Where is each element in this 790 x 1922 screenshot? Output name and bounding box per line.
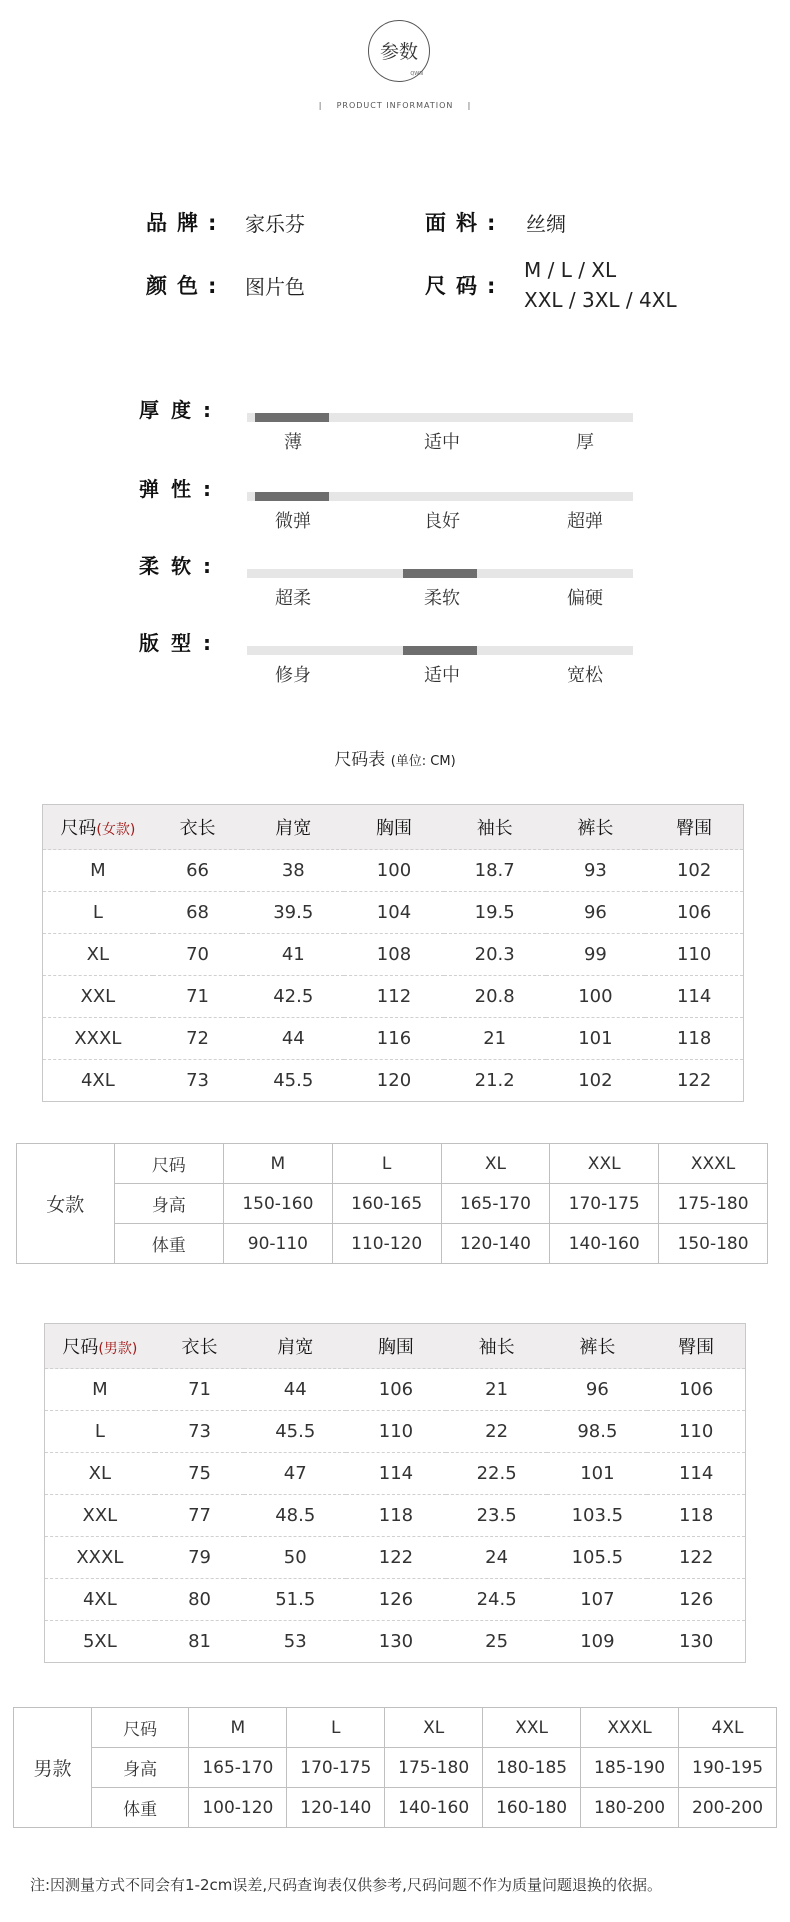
table-cell: 122 (346, 1537, 446, 1579)
table-cell: 24 (446, 1537, 548, 1579)
table-cell: M (43, 850, 153, 892)
table-row (45, 1411, 746, 1453)
attr-label: 弹性: (139, 477, 223, 501)
attr-option: 适中 (424, 665, 460, 686)
table-cell: 110-120 (332, 1224, 441, 1264)
table-cell: 150-180 (659, 1224, 768, 1264)
attr-option: 厚 (576, 432, 594, 453)
table-cell: 122 (645, 1060, 743, 1102)
table-row (45, 1495, 746, 1537)
table-cell: XXXL (45, 1537, 155, 1579)
table-cell: 4XL (679, 1708, 777, 1748)
table-cell: 114 (645, 976, 743, 1018)
header-badge (368, 20, 430, 82)
table-cell: 109 (547, 1621, 647, 1663)
table-cell: 47 (244, 1453, 346, 1495)
table-cell: 75 (155, 1453, 245, 1495)
row-header: 体重 (114, 1224, 223, 1264)
column-header: 胸围 (346, 1324, 446, 1369)
attr-bar-marker (403, 569, 477, 578)
table-cell: 118 (647, 1495, 745, 1537)
table-cell: 126 (346, 1579, 446, 1621)
column-header: 臀围 (647, 1324, 745, 1369)
header-size-label: 尺码 (62, 1337, 99, 1358)
header-gender-tag: (男款) (98, 1341, 138, 1357)
table-cell: L (287, 1708, 385, 1748)
table-cell: 25 (446, 1621, 548, 1663)
column-header: 裤长 (547, 1324, 647, 1369)
table-cell: 79 (155, 1537, 245, 1579)
size-table-caption: 尺码表 (单位: CM) (334, 750, 456, 770)
footnote: 注:因测量方式不同会有1-2cm误差,尺码查询表仅供参考,尺码问题不作为质量问题退换的依据。 (30, 1876, 662, 1894)
table-cell: 120-140 (441, 1224, 550, 1264)
brand-value: 家乐芬 (245, 212, 305, 236)
women-hw-table (16, 1143, 768, 1264)
table-cell: XXL (43, 976, 153, 1018)
table-cell: 98.5 (547, 1411, 647, 1453)
table-cell: 102 (645, 850, 743, 892)
table-cell: 106 (346, 1369, 446, 1411)
table-cell: 68 (153, 892, 243, 934)
table-row (14, 1748, 777, 1788)
table-cell: 77 (155, 1495, 245, 1537)
table-cell: XXXL (581, 1708, 679, 1748)
size-value-line2: XXL / 3XL / 4XL (524, 288, 677, 312)
column-header: 臀围 (645, 805, 743, 850)
table-cell: 110 (645, 934, 743, 976)
column-header: 衣长 (153, 805, 243, 850)
table-row (43, 850, 744, 892)
column-header: 肩宽 (242, 805, 344, 850)
fabric-value: 丝绸 (526, 212, 566, 236)
table-cell: 130 (346, 1621, 446, 1663)
table-cell: 45.5 (244, 1411, 346, 1453)
column-header: 肩宽 (244, 1324, 346, 1369)
men-size-table (44, 1323, 746, 1663)
table-row (45, 1621, 746, 1663)
table-row (17, 1184, 768, 1224)
table-cell: 100-120 (189, 1788, 287, 1828)
table-row (43, 1018, 744, 1060)
fabric-label: 面料: (425, 211, 506, 235)
attr-option: 超弹 (567, 511, 603, 532)
table-cell: 107 (547, 1579, 647, 1621)
column-header-size (45, 1324, 155, 1369)
table-cell: 101 (547, 1453, 647, 1495)
table-cell: 165-170 (441, 1184, 550, 1224)
attr-label: 版型: (139, 631, 223, 655)
table-cell: XXXL (43, 1018, 153, 1060)
table-row (45, 1537, 746, 1579)
table-cell: 118 (645, 1018, 743, 1060)
attr-option: 超柔 (275, 588, 311, 609)
table-cell: 51.5 (244, 1579, 346, 1621)
table-cell: XL (45, 1453, 155, 1495)
header-size-label: 尺码 (60, 818, 97, 839)
row-header: 尺码 (114, 1144, 223, 1184)
brand-label: 品牌: (146, 211, 227, 235)
table-cell: 90-110 (224, 1224, 333, 1264)
attr-option: 柔软 (424, 588, 460, 609)
table-cell: 73 (155, 1411, 245, 1453)
table-cell: 108 (344, 934, 444, 976)
table-cell: 4XL (43, 1060, 153, 1102)
table-cell: M (224, 1144, 333, 1184)
attr-label: 柔软: (139, 554, 223, 578)
table-cell: XXL (550, 1144, 659, 1184)
table-row (45, 1579, 746, 1621)
men-hw-table (13, 1707, 777, 1828)
table-cell: 126 (647, 1579, 745, 1621)
table-cell: 99 (546, 934, 646, 976)
attr-option: 偏硬 (567, 588, 603, 609)
size-label: 尺码: (425, 274, 506, 298)
column-header: 袖长 (444, 805, 546, 850)
attr-bar-marker (255, 492, 329, 501)
table-cell: 42.5 (242, 976, 344, 1018)
attr-bar-marker (255, 413, 329, 422)
color-value: 图片色 (245, 275, 305, 299)
table-cell: 73 (153, 1060, 243, 1102)
table-cell: 114 (647, 1453, 745, 1495)
table-cell: 110 (346, 1411, 446, 1453)
table-cell: 93 (546, 850, 646, 892)
row-header: 体重 (91, 1788, 189, 1828)
size-value-line1: M / L / XL (524, 258, 617, 282)
table-cell: XL (385, 1708, 483, 1748)
row-header: 尺码 (91, 1708, 189, 1748)
table-cell: 140-160 (385, 1788, 483, 1828)
table-cell: 160-165 (332, 1184, 441, 1224)
table-cell: 170-175 (287, 1748, 385, 1788)
table-row (17, 1224, 768, 1264)
table-cell: XXL (483, 1708, 581, 1748)
table-cell: 72 (153, 1018, 243, 1060)
column-header: 衣长 (155, 1324, 245, 1369)
table-cell: M (45, 1369, 155, 1411)
table-cell: 71 (155, 1369, 245, 1411)
table-cell: L (45, 1411, 155, 1453)
women-size-table (42, 804, 744, 1102)
table-cell: 103.5 (547, 1495, 647, 1537)
page-subtitle: | PRODUCT INFORMATION | (318, 101, 472, 110)
table-cell: 81 (155, 1621, 245, 1663)
table-cell: 200-200 (679, 1788, 777, 1828)
table-cell: M (189, 1708, 287, 1748)
table-cell: 53 (244, 1621, 346, 1663)
table-cell: 130 (647, 1621, 745, 1663)
row-header: 身高 (114, 1184, 223, 1224)
table-cell: 44 (242, 1018, 344, 1060)
table-cell: 175-180 (659, 1184, 768, 1224)
table-cell: XL (441, 1144, 550, 1184)
gender-group-label: 女款 (17, 1144, 115, 1264)
table-cell: 105.5 (547, 1537, 647, 1579)
row-header: 身高 (91, 1748, 189, 1788)
table-cell: L (43, 892, 153, 934)
table-cell: 140-160 (550, 1224, 659, 1264)
attr-option: 薄 (284, 432, 302, 453)
column-header: 袖长 (446, 1324, 548, 1369)
table-cell: 50 (244, 1537, 346, 1579)
badge-sub: QWN (410, 71, 423, 77)
table-cell: 185-190 (581, 1748, 679, 1788)
table-cell: 44 (244, 1369, 346, 1411)
table-cell: 101 (546, 1018, 646, 1060)
table-row (14, 1788, 777, 1828)
table-cell: 106 (647, 1369, 745, 1411)
attr-option: 适中 (424, 432, 460, 453)
table-cell: 165-170 (189, 1748, 287, 1788)
header-gender-tag: (女款) (96, 822, 136, 838)
table-cell: 39.5 (242, 892, 344, 934)
table-row (43, 934, 744, 976)
table-cell: 114 (346, 1453, 446, 1495)
table-cell: 70 (153, 934, 243, 976)
table-row (43, 892, 744, 934)
table-cell: 48.5 (244, 1495, 346, 1537)
table-cell: 21 (444, 1018, 546, 1060)
table-cell: 118 (346, 1495, 446, 1537)
table-cell: 190-195 (679, 1748, 777, 1788)
column-header: 胸围 (344, 805, 444, 850)
table-cell: 104 (344, 892, 444, 934)
column-header-size (43, 805, 153, 850)
table-cell: 120 (344, 1060, 444, 1102)
table-cell: 112 (344, 976, 444, 1018)
table-cell: 150-160 (224, 1184, 333, 1224)
table-cell: XXL (45, 1495, 155, 1537)
attr-option: 良好 (424, 511, 460, 532)
table-cell: 38 (242, 850, 344, 892)
table-cell: 80 (155, 1579, 245, 1621)
table-cell: 170-175 (550, 1184, 659, 1224)
column-header: 裤长 (546, 805, 646, 850)
table-row (17, 1144, 768, 1184)
attr-option: 修身 (275, 665, 311, 686)
table-cell: 180-185 (483, 1748, 581, 1788)
table-cell: 122 (647, 1537, 745, 1579)
table-cell: 18.7 (444, 850, 546, 892)
table-cell: 19.5 (444, 892, 546, 934)
table-cell: 100 (546, 976, 646, 1018)
table-row (45, 1453, 746, 1495)
table-cell: 116 (344, 1018, 444, 1060)
table-row (43, 1060, 744, 1102)
table-row (43, 976, 744, 1018)
table-cell: 175-180 (385, 1748, 483, 1788)
table-cell: L (332, 1144, 441, 1184)
table-cell: 20.8 (444, 976, 546, 1018)
table-row (45, 1369, 746, 1411)
table-cell: 96 (547, 1369, 647, 1411)
attr-bar-track (247, 413, 633, 422)
attr-label: 厚度: (139, 398, 223, 422)
gender-group-label: 男款 (14, 1708, 92, 1828)
table-cell: 22 (446, 1411, 548, 1453)
table-cell: XXXL (659, 1144, 768, 1184)
attr-option: 微弹 (275, 511, 311, 532)
table-cell: 23.5 (446, 1495, 548, 1537)
table-cell: 110 (647, 1411, 745, 1453)
table-cell: 100 (344, 850, 444, 892)
table-cell: 160-180 (483, 1788, 581, 1828)
attr-bar-track (247, 646, 633, 655)
table-cell: 71 (153, 976, 243, 1018)
attr-bar-track (247, 492, 633, 501)
table-cell: 5XL (45, 1621, 155, 1663)
page-title: 参数 (379, 41, 418, 63)
color-label: 颜色: (146, 274, 227, 298)
table-cell: 106 (645, 892, 743, 934)
attr-bar-track (247, 569, 633, 578)
table-cell: 4XL (45, 1579, 155, 1621)
table-cell: 102 (546, 1060, 646, 1102)
table-cell: 66 (153, 850, 243, 892)
table-cell: 120-140 (287, 1788, 385, 1828)
table-cell: 24.5 (446, 1579, 548, 1621)
table-cell: 45.5 (242, 1060, 344, 1102)
table-cell: 22.5 (446, 1453, 548, 1495)
table-cell: 180-200 (581, 1788, 679, 1828)
attr-bar-marker (403, 646, 477, 655)
table-row (14, 1708, 777, 1748)
table-cell: XL (43, 934, 153, 976)
table-cell: 21 (446, 1369, 548, 1411)
attr-option: 宽松 (567, 665, 603, 686)
table-cell: 21.2 (444, 1060, 546, 1102)
table-cell: 96 (546, 892, 646, 934)
table-cell: 20.3 (444, 934, 546, 976)
table-cell: 41 (242, 934, 344, 976)
